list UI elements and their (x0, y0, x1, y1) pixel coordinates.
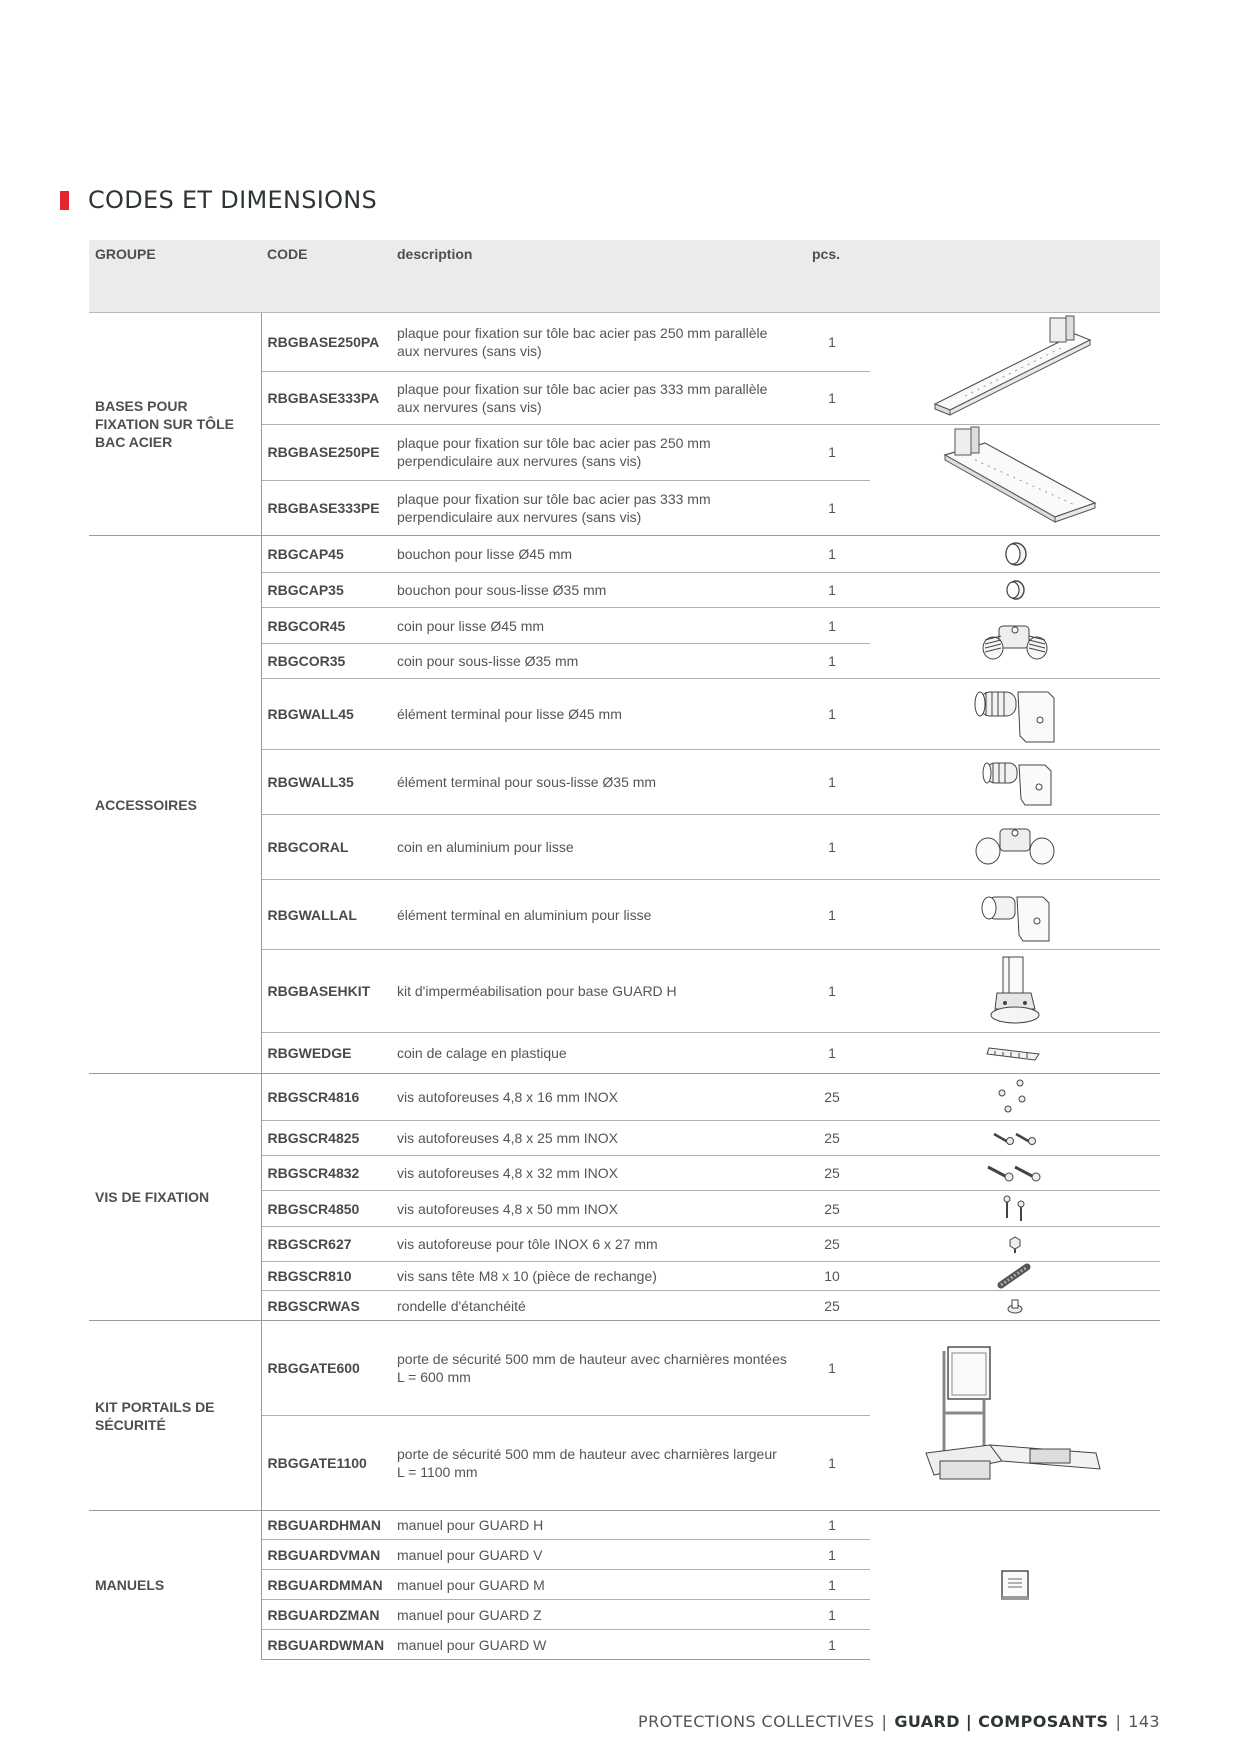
screw-sheet-image (870, 1227, 1160, 1262)
cap-image (870, 536, 1160, 573)
product-code: RBGWALL35 (261, 750, 391, 815)
product-description: bouchon pour sous-lisse Ø35 mm (391, 573, 794, 608)
wedge-image (870, 1033, 1160, 1074)
group-label-gates: KIT PORTAILS DE SÉCURITÉ (89, 1321, 261, 1511)
table-row (89, 1074, 1160, 1121)
product-code: RBGBASEHKIT (261, 950, 391, 1033)
product-pcs: 1 (794, 950, 870, 1033)
safety-gate-icon (920, 1341, 1110, 1491)
cap-icon (1000, 540, 1030, 568)
manual-icon (998, 1567, 1032, 1603)
base-plate-parallel-icon (925, 314, 1105, 424)
product-pcs: 1 (794, 1033, 870, 1074)
product-description: élément terminal pour lisse Ø45 mm (391, 679, 794, 750)
table-row (89, 1321, 1160, 1416)
screws-32-icon (985, 1162, 1045, 1184)
product-pcs: 1 (794, 815, 870, 880)
group-label-screws: VIS DE FIXATION (89, 1074, 261, 1321)
group-screws (89, 1074, 1160, 1321)
product-pcs: 1 (794, 1600, 870, 1630)
wall-terminal-aluminium-icon (975, 885, 1055, 945)
product-description: plaque pour fixation sur tôle bac acier pas 250 mm parallèle aux nervures (sans vis) (397, 325, 768, 359)
product-pcs: 1 (794, 1540, 870, 1570)
product-pcs: 1 (794, 750, 870, 815)
product-pcs: 1 (794, 880, 870, 950)
product-description: vis autoforeuses 4,8 x 50 mm INOX (391, 1191, 794, 1227)
product-code: RBGBASE250PE (261, 425, 391, 481)
screws-50-icon (995, 1194, 1035, 1224)
base-plate-perpendicular-image (870, 425, 1160, 536)
product-pcs: 1 (794, 480, 870, 536)
product-description: manuel pour GUARD Z (391, 1600, 794, 1630)
group-accessories (89, 536, 1160, 1074)
table-row (89, 536, 1160, 573)
group-label-bases: BASES POUR FIXATION SUR TÔLE BAC ACIER (89, 313, 261, 536)
product-description: coin de calage en plastique (391, 1033, 794, 1074)
product-code: RBGWALL45 (261, 679, 391, 750)
washer-icon (1005, 1296, 1025, 1316)
wall-terminal-small-icon (975, 755, 1055, 809)
product-code: RBGSCR810 (261, 1262, 391, 1291)
product-pcs: 10 (794, 1262, 870, 1291)
base-plate-parallel-image (870, 313, 1160, 425)
product-code: RBGUARDWMAN (261, 1630, 391, 1660)
product-code: RBGUARDVMAN (261, 1540, 391, 1570)
product-pcs: 25 (794, 1156, 870, 1191)
product-code: RBGSCR4850 (261, 1191, 391, 1227)
product-pcs: 1 (794, 536, 870, 573)
group-gates (89, 1321, 1160, 1511)
product-code: RBGSCR4816 (261, 1074, 391, 1121)
product-description: vis autoforeuses 4,8 x 16 mm INOX (391, 1074, 794, 1121)
product-pcs: 25 (794, 1227, 870, 1262)
product-code: RBGBASE333PE (261, 480, 391, 536)
product-code: RBGCOR45 (261, 608, 391, 644)
screws-50-image (870, 1191, 1160, 1227)
product-code: RBGWALLAL (261, 880, 391, 950)
corner-icon (975, 618, 1055, 668)
headless-screw-image (870, 1262, 1160, 1291)
footer-divider: | (1115, 1712, 1122, 1731)
product-description: porte de sécurité 500 mm de hauteur avec charnières montées L = 600 mm (391, 1321, 794, 1416)
product-description: plaque pour fixation sur tôle bac acier pas 250 mm perpendiculaire aux nervures (sans vis) (391, 425, 794, 481)
screws-16-image (870, 1074, 1160, 1121)
product-description: coin en aluminium pour lisse (391, 815, 794, 880)
product-pcs: 25 (794, 1191, 870, 1227)
product-pcs: 1 (794, 1416, 870, 1511)
section-title: CODES ET DIMENSIONS (88, 186, 378, 214)
wall-terminal-image (870, 679, 1160, 750)
safety-gate-image (870, 1321, 1160, 1511)
product-pcs: 1 (794, 1321, 870, 1416)
header-image (870, 240, 1160, 313)
header-pcs: pcs. (794, 240, 870, 313)
section-heading (60, 185, 377, 215)
product-code: RBGBASE250PA (267, 334, 380, 350)
product-description: manuel pour GUARD M (391, 1570, 794, 1600)
base-plate-perpendicular-icon (925, 425, 1105, 535)
product-description: vis sans tête M8 x 10 (pièce de rechange) (391, 1262, 794, 1291)
product-description: bouchon pour lisse Ø45 mm (391, 536, 794, 573)
cap-small-image (870, 573, 1160, 608)
product-code: RBGCOR35 (261, 644, 391, 679)
page-number: 143 (1128, 1712, 1160, 1731)
product-description: vis autoforeuses 4,8 x 25 mm INOX (391, 1121, 794, 1156)
product-pcs: 1 (794, 608, 870, 644)
product-pcs: 1 (794, 679, 870, 750)
product-code: RBGCAP35 (261, 573, 391, 608)
product-pcs: 1 (794, 1511, 870, 1540)
screws-25-icon (990, 1129, 1040, 1147)
product-description: manuel pour GUARD W (391, 1630, 794, 1660)
table-row (89, 313, 1160, 372)
header-group: GROUPE (89, 240, 261, 313)
product-code: RBGGATE1100 (261, 1416, 391, 1511)
product-code: RBGUARDZMAN (261, 1600, 391, 1630)
product-description: vis autoforeuses 4,8 x 32 mm INOX (391, 1156, 794, 1191)
product-table (89, 240, 1160, 1660)
product-pcs: 25 (794, 1121, 870, 1156)
footer-divider: | (881, 1712, 888, 1731)
wall-terminal-icon (970, 682, 1060, 746)
product-description: coin pour sous-lisse Ø35 mm (391, 644, 794, 679)
group-label-manuals: MANUELS (89, 1511, 261, 1660)
header-description: description (391, 240, 794, 313)
product-pcs: 1 (794, 425, 870, 481)
product-code: RBGCORAL (261, 815, 391, 880)
product-pcs: 25 (794, 1074, 870, 1121)
waterproof-kit-icon (985, 953, 1045, 1029)
wall-terminal-small-image (870, 750, 1160, 815)
washer-image (870, 1291, 1160, 1321)
group-bases (89, 313, 1160, 536)
product-code: RBGGATE600 (261, 1321, 391, 1416)
cap-small-icon (1002, 578, 1028, 602)
product-description: manuel pour GUARD H (391, 1511, 794, 1540)
product-description: élément terminal pour sous-lisse Ø35 mm (391, 750, 794, 815)
product-code: RBGSCR627 (261, 1227, 391, 1262)
product-pcs: 1 (794, 1630, 870, 1660)
product-pcs: 1 (794, 1570, 870, 1600)
product-description: élément terminal en aluminium pour lisse (391, 880, 794, 950)
product-code: RBGUARDMMAN (261, 1570, 391, 1600)
footer-product: GUARD | COMPOSANTS (894, 1712, 1109, 1731)
screw-sheet-icon (1005, 1234, 1025, 1254)
waterproof-kit-image (870, 950, 1160, 1033)
product-description: rondelle d'étanchéité (391, 1291, 794, 1321)
product-description: kit d'imperméabilisation pour base GUARD H (391, 950, 794, 1033)
product-code: RBGUARDHMAN (261, 1511, 391, 1540)
product-description: plaque pour fixation sur tôle bac acier pas 333 mm perpendiculaire aux nervures (sans vis) (391, 480, 794, 536)
screws-25-image (870, 1121, 1160, 1156)
product-description: manuel pour GUARD V (391, 1540, 794, 1570)
group-manuals (89, 1511, 1160, 1660)
product-description: coin pour lisse Ø45 mm (391, 608, 794, 644)
product-pcs: 25 (794, 1291, 870, 1321)
footer-section: PROTECTIONS COLLECTIVES (638, 1712, 875, 1731)
group-label-accessories: ACCESSOIRES (89, 536, 261, 1074)
product-pcs: 1 (828, 334, 836, 350)
product-code: RBGBASE333PA (261, 372, 391, 425)
product-pcs: 1 (794, 372, 870, 425)
headless-screw-icon (995, 1263, 1035, 1289)
product-description: porte de sécurité 500 mm de hauteur avec charnières largeur L = 1100 mm (391, 1416, 794, 1511)
product-pcs: 1 (794, 573, 870, 608)
corner-aluminium-icon (970, 821, 1060, 873)
table-row (89, 1511, 1160, 1540)
product-description: plaque pour fixation sur tôle bac acier pas 333 mm parallèle aux nervures (sans vis) (391, 372, 794, 425)
corner-image (870, 608, 1160, 679)
product-pcs: 1 (794, 644, 870, 679)
manual-image (870, 1511, 1160, 1660)
product-description: vis autoforeuse pour tôle INOX 6 x 27 mm (391, 1227, 794, 1262)
wedge-icon (985, 1042, 1045, 1064)
wall-terminal-aluminium-image (870, 880, 1160, 950)
page-footer (638, 1712, 1160, 1731)
product-code: RBGSCR4832 (261, 1156, 391, 1191)
accent-bar (60, 191, 69, 210)
table-header-row (89, 240, 1160, 313)
product-code: RBGSCRWAS (261, 1291, 391, 1321)
product-code: RBGCAP45 (261, 536, 391, 573)
screws-16-icon (990, 1077, 1040, 1117)
product-code: RBGWEDGE (261, 1033, 391, 1074)
corner-aluminium-image (870, 815, 1160, 880)
header-code: CODE (261, 240, 391, 313)
product-code: RBGSCR4825 (261, 1121, 391, 1156)
screws-32-image (870, 1156, 1160, 1191)
